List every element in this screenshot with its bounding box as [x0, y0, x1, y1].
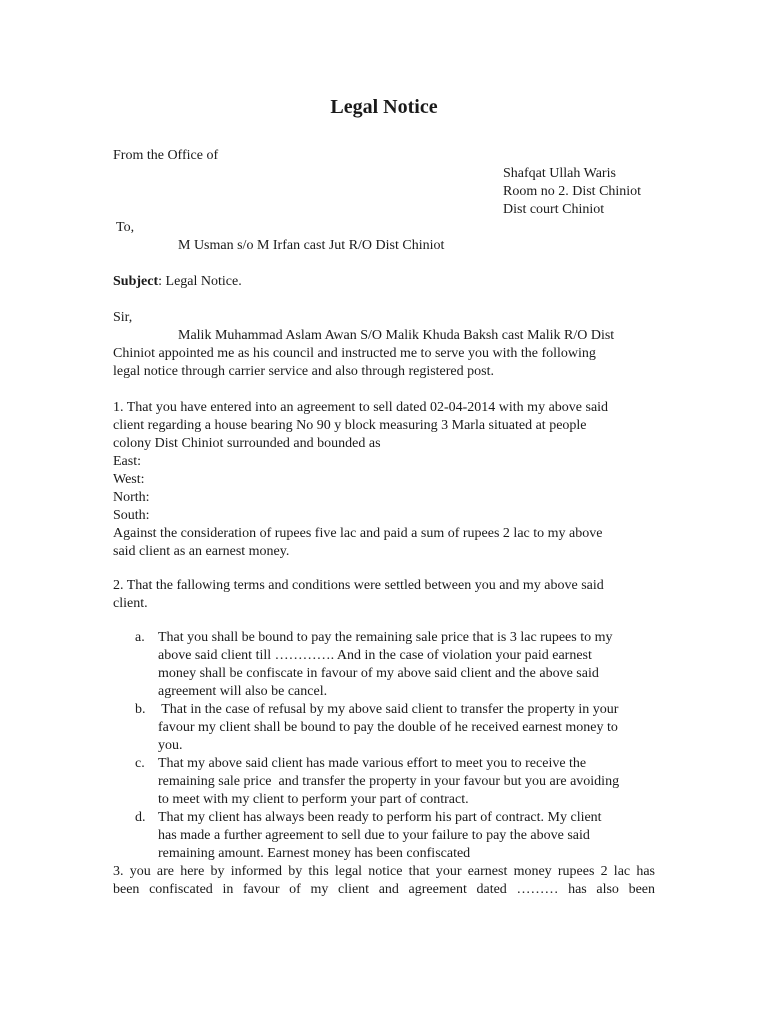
- intro-line: Chiniot appointed me as his council and instructed me to serve you with the following: [113, 346, 596, 361]
- term-line: remaining sale price and transfer the property in your favour but you are avoiding: [158, 774, 620, 789]
- term-text: [158, 755, 658, 809]
- sender-address: [503, 165, 641, 219]
- boundary-west: West:: [113, 472, 145, 487]
- paragraph-1-line: client regarding a house bearing No 90 y block measuring 3 Marla situated at people: [113, 418, 587, 433]
- to-label: To,: [116, 220, 135, 235]
- term-line: favour my client shall be bound to pay the double of he received earnest money to: [158, 720, 618, 735]
- boundary-east: East:: [113, 454, 141, 469]
- paragraph-2-line: client.: [113, 596, 148, 611]
- paragraph-1-line: 1. That you have entered into an agreement to sell dated 02-04-2014 with my above said: [113, 400, 609, 415]
- term-item: [113, 809, 658, 863]
- sender-room: Room no 2. Dist Chiniot: [503, 184, 642, 199]
- boundary-north: North:: [113, 490, 150, 505]
- sender-court: Dist court Chiniot: [503, 202, 605, 217]
- subject-label: Subject: [113, 274, 159, 289]
- term-line: That you shall be bound to pay the remaining sale price that is 3 lac rupees to my: [158, 630, 613, 645]
- term-item: [113, 755, 658, 809]
- recipient-line: M Usman s/o M Irfan cast Jut R/O Dist Chiniot: [178, 238, 445, 253]
- paragraph-3-line: been confiscated in favour of my client and agreement dated ……… has also been: [113, 882, 655, 897]
- term-line: That in the case of refusal by my above said client to transfer the property in your: [158, 702, 619, 717]
- salutation: Sir,: [113, 310, 133, 325]
- term-text: [158, 809, 658, 863]
- subject-line: [113, 273, 242, 291]
- term-marker: c.: [135, 756, 145, 771]
- boundary-south: South:: [113, 508, 150, 523]
- term-item: [113, 629, 658, 701]
- document-title: Legal Notice: [330, 96, 438, 118]
- term-line: has made a further agreement to sell due to your failure to pay the above said: [158, 828, 590, 843]
- intro-line: Malik Muhammad Aslam Awan S/O Malik Khuda Baksh cast Malik R/O Dist: [178, 328, 615, 343]
- intro-line: legal notice through carrier service and also through registered post.: [113, 364, 494, 379]
- term-line: That my client has always been ready to perform his part of contract. My client: [158, 810, 602, 825]
- term-line: money shall be confiscate in favour of my above said client and the above said: [158, 666, 599, 681]
- term-item: [113, 701, 658, 755]
- intro-paragraph: [113, 327, 653, 381]
- from-line: From the Office of: [113, 148, 219, 163]
- sender-name: Shafqat Ullah Waris: [503, 166, 616, 181]
- term-marker: b.: [135, 702, 146, 717]
- paragraph-3-line: 3. you are here by informed by this legal notice that your earnest money rupees 2 lac has: [113, 864, 655, 879]
- paragraph-1-line: colony Dist Chiniot surrounded and bounded as: [113, 436, 381, 451]
- paragraph-3: [113, 863, 655, 899]
- term-text: [158, 629, 658, 701]
- paragraph-2-line: 2. That the fallowing terms and conditions were settled between you and my above said: [113, 578, 604, 593]
- term-marker: a.: [135, 630, 145, 645]
- paragraph-2: [113, 577, 658, 613]
- term-text: [158, 701, 658, 755]
- term-line: above said client till …………. And in the case of violation your paid earnest: [158, 648, 592, 663]
- term-line: you.: [158, 738, 183, 753]
- terms-list: [113, 629, 658, 863]
- term-line: remaining amount. Earnest money has been confiscated: [158, 846, 471, 861]
- paragraph-1: [113, 399, 658, 561]
- subject-text: : Legal Notice.: [158, 274, 242, 289]
- term-marker: d.: [135, 810, 146, 825]
- term-line: agreement will also be cancel.: [158, 684, 328, 699]
- term-line: to meet with my client to perform your part of contract.: [158, 792, 469, 807]
- consideration-line: said client as an earnest money.: [113, 544, 290, 559]
- consideration-line: Against the consideration of rupees five lac and paid a sum of rupees 2 lac to my above: [113, 526, 603, 541]
- term-line: That my above said client has made various effort to meet you to receive the: [158, 756, 587, 771]
